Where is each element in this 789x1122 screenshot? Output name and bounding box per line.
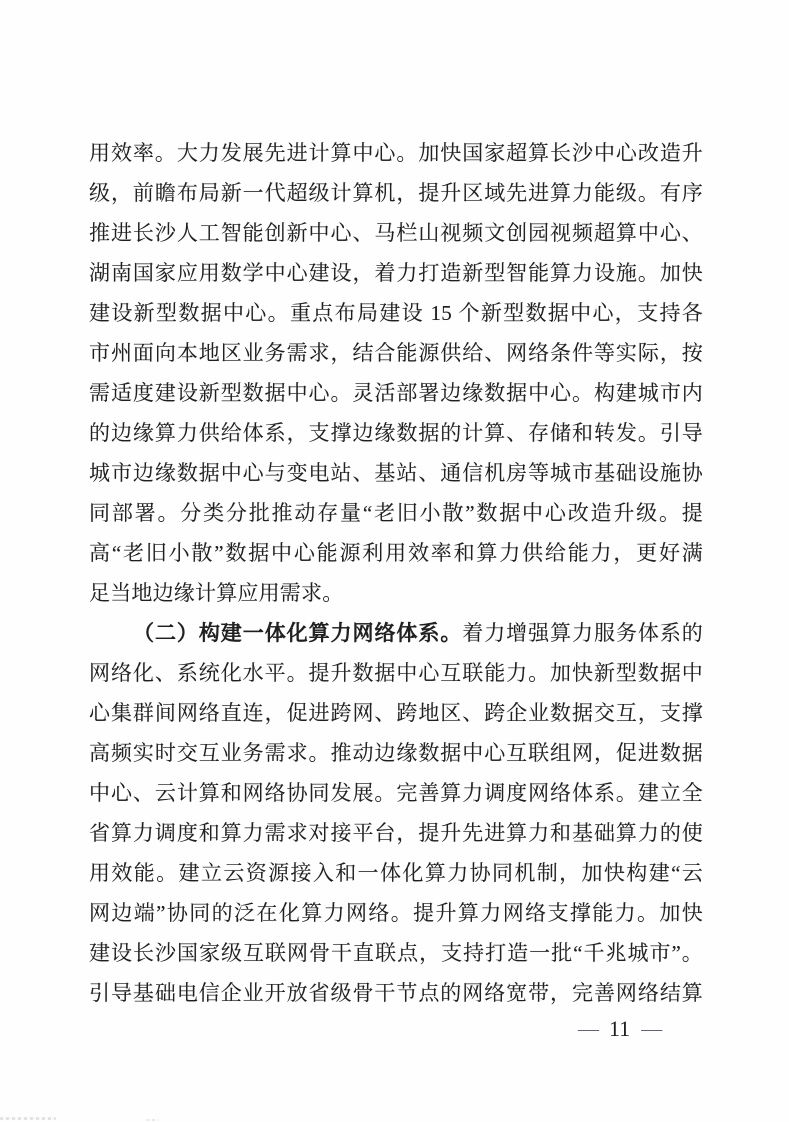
- page-number: [578, 1014, 661, 1044]
- text-line: 用效能。建立云资源接入和一体化算力协同机制，加快构建“云: [89, 861, 703, 885]
- section-first-line-text: 着力增强算力服务体系的: [462, 621, 703, 645]
- text-line: 城市边缘数据中心与变电站、基站、通信机房等城市基础设施协: [89, 461, 703, 485]
- document-body: [89, 133, 703, 1013]
- text-line: 中心、云计算和网络协同发展。完善算力调度网络体系。建立全: [89, 781, 703, 805]
- text-line: 的边缘算力供给体系，支撑边缘数据的计算、存储和转发。引导: [89, 421, 703, 445]
- text-line: 市州面向本地区业务需求，结合能源供给、网络条件等实际，按: [89, 341, 703, 365]
- text-line: 建设新型数据中心。重点布局建设 15 个新型数据中心，支持各: [89, 301, 703, 325]
- scan-artifact: [146, 1119, 159, 1121]
- scan-artifact: [0, 1117, 56, 1120]
- text-line: 高频实时交互业务需求。推动边缘数据中心互联组网，促进数据: [89, 741, 703, 765]
- text-line: 级，前瞻布局新一代超级计算机，提升区域先进算力能级。有序: [89, 181, 703, 205]
- text-line: 推进长沙人工智能创新中心、马栏山视频文创园视频超算中心、: [89, 221, 703, 245]
- text-line: 省算力调度和算力需求对接平台，提升先进算力和基础算力的使: [89, 821, 703, 845]
- page-number-value: 11: [609, 1016, 631, 1041]
- text-line: 用效率。大力发展先进计算中心。加快国家超算长沙中心改造升: [89, 141, 703, 165]
- text-line: 建设长沙国家级互联网骨干直联点，支持打造一批“千兆城市”。: [89, 941, 703, 965]
- page-number-dash-right: —: [641, 1019, 662, 1039]
- text-line: 需适度建设新型数据中心。灵活部署边缘数据中心。构建城市内: [89, 381, 703, 405]
- text-line: 高“老旧小散”数据中心能源利用效率和算力供给能力，更好满: [89, 541, 703, 565]
- text-line: 网边端”协同的泛在化算力网络。提升算力网络支撑能力。加快: [89, 901, 703, 925]
- text-line: 网络化、系统化水平。提升数据中心互联能力。加快新型数据中: [89, 661, 703, 685]
- text-line: 湖南国家应用数学中心建设，着力打造新型智能算力设施。加快: [89, 261, 703, 285]
- text-line-section-start: [89, 613, 703, 653]
- section-heading: （二）构建一体化算力网络体系。: [133, 621, 463, 645]
- text-line-paragraph-end: 足当地边缘计算应用需求。: [89, 581, 344, 605]
- text-line: 引导基础电信企业开放省级骨干节点的网络宽带，完善网络结算: [89, 981, 703, 1005]
- text-line: 心集群间网络直连，促进跨网、跨地区、跨企业数据交互，支撑: [89, 701, 703, 725]
- page-number-dash-left: —: [578, 1019, 598, 1039]
- text-line: 同部署。分类分批推动存量“老旧小散”数据中心改造升级。提: [89, 501, 703, 525]
